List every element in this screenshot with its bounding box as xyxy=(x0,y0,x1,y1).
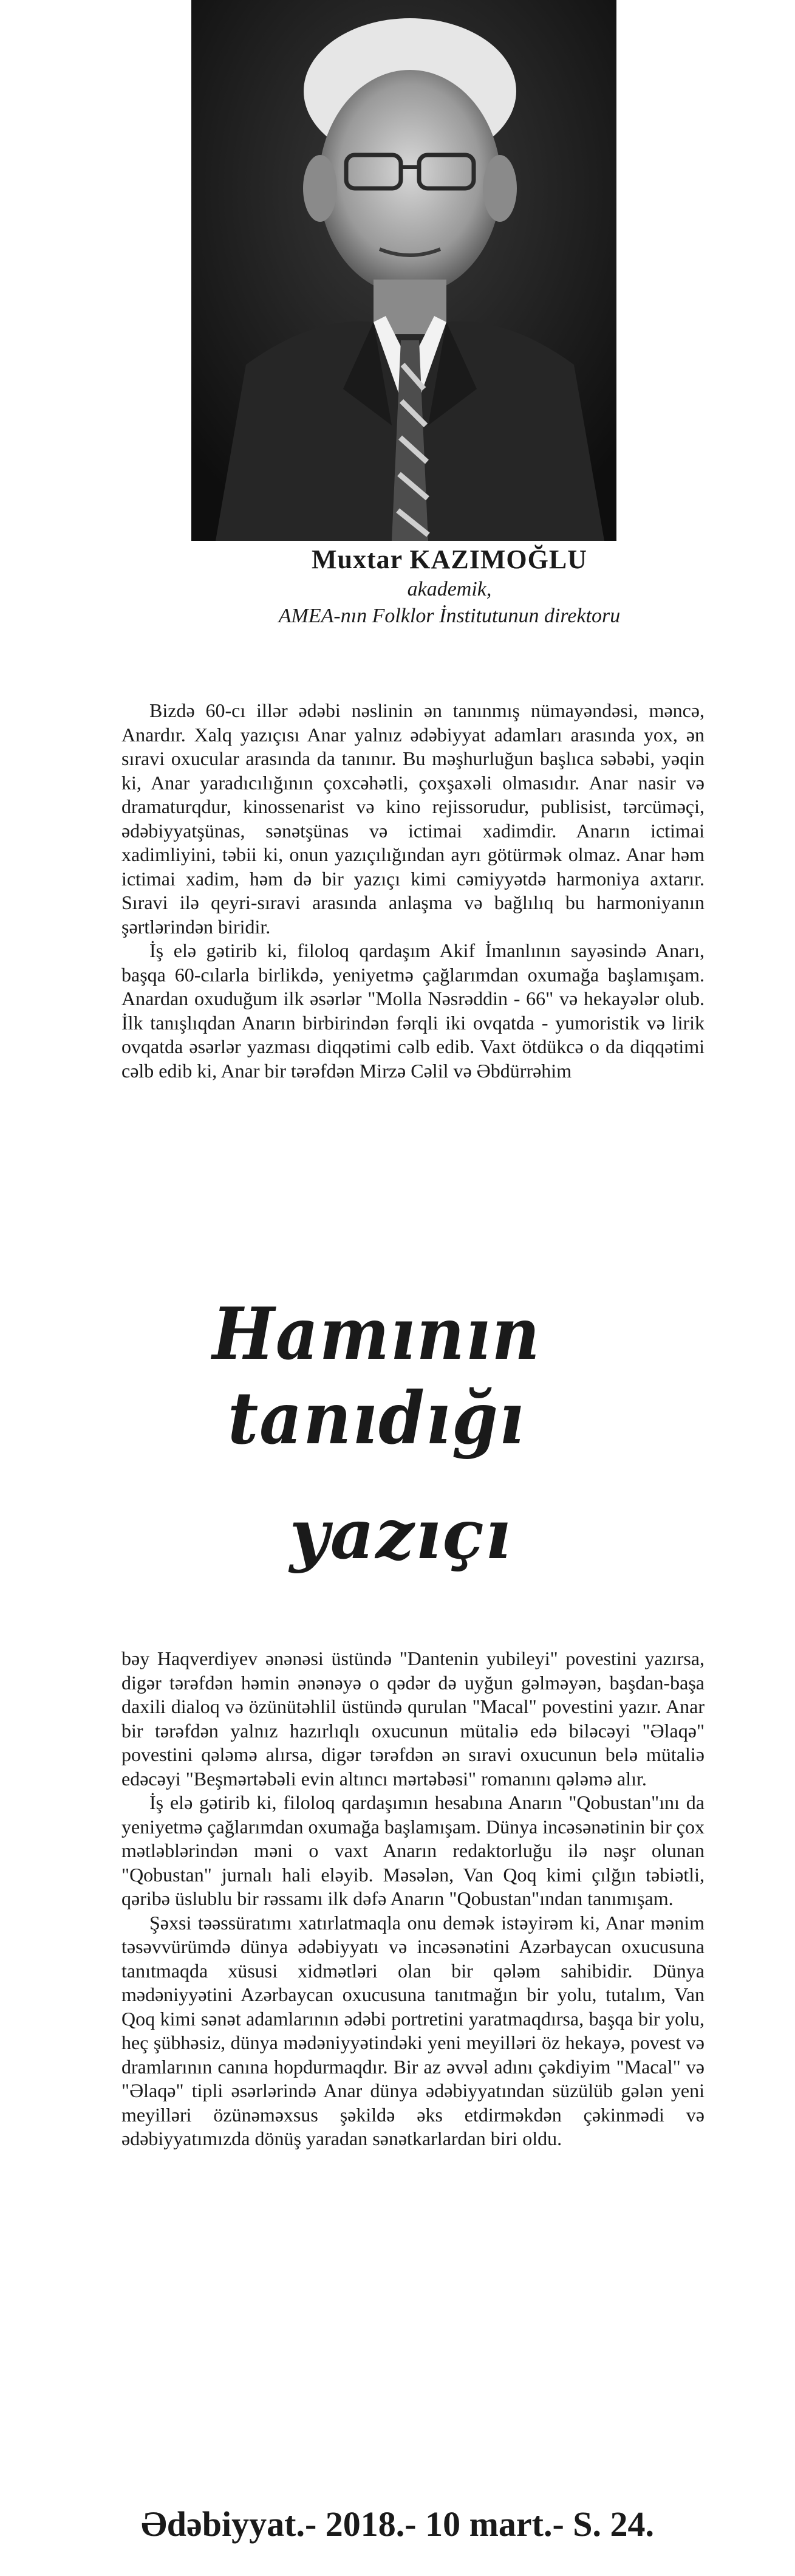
author-position: AMEA-nın Folklor İnstitutunun direktoru xyxy=(278,605,621,627)
paragraph: İş elə gətirib ki, filoloq qardaşımın hesabına Anarın "Qobustan"ını da yeniyetmə çağlarımdan oxumağa başlamışam. Dünya incəsənətinin bir çox mətləblərindən məni o vaxt Anarın redaktorluğu ilə nəşr olunan "Qobustan" jurnalı hali eləyib. Məsələn, Van Qoq kimi çılğın təbiətli, qəribə üslublu bir rəssamı ilk dəfə Anarın "Qobustan"ından tanımışam. xyxy=(121,1791,705,1909)
paragraph: İş elə gətirib ki, filoloq qardaşım Akif İmanlının sayəsində Anarı, başqa 60-cılarla birlikdə, yeniyetmə çağlarımdan oxumağa başlamışam. Anardan oxuduğum ilk əsərlər "Molla Nəsrəddin - 66" və hekayələr olub. İlk tanışlıqdan Anarın birbirindən fərqli iki ovqatda - yumoristik və lirik ovqatda əsərlər yazması diqqətimi cəlb edib. Vaxt ötdükcə o da diqqətimi cəlb edib ki, Anar bir tərəfdən Mirzə Cəlil və Əbdürrəhim xyxy=(121,939,705,1082)
paragraph: bəy Haqverdiyev ənənəsi üstündə "Dantenin yubileyi" povestini yazırsa, digər tərəfdən həmin ənənəyə o qədər də uyğun gəlməyən, başdan-başa daxili dialoq və özünütəhlil üstündə qurulan "Macal" povestini yazır. Anar bir tərəfdən yalnız hazırlıqlı oxucunun mütaliə edə biləcəyi "Əlaqə" povestini qələmə alırsa, digər tərəfdən ən sıravi oxucunun belə mütaliə edəcəyi "Beşmərtəbəli evin altıncı mərtəbəsi" romanını qələmə alır. xyxy=(121,1647,705,1790)
article-text-block-1 xyxy=(121,699,705,1083)
author-name: Muxtar KAZIMOĞLU xyxy=(312,544,587,574)
headline-line-1: Hamının tanıdığı xyxy=(212,1291,541,1460)
headline-line-2: yazıçı xyxy=(289,1495,513,1575)
author-title: akademik, xyxy=(407,578,492,600)
article-text-block-2 xyxy=(121,1647,705,2151)
paragraph: Şəxsi təəssüratımı xatırlatmaqla onu demək istəyirəm ki, Anar mənim təsəvvürümdə dünya ədəbiyyatı və incəsənətini Azərbaycan oxucusuna tanıtmaqda xüsusi xidmətləri olan bir qələm sahibidir. Dünya mədəniyyətini Azərbaycan oxucusuna tanıtmağın bir yolu, tutalım, Van Qoq kimi sənət adamlarının ədəbi portretini yaratmaqdırsa, başqa bir yolu, heç şübhəsiz, dünya mədəniyyətindəki yeni meyilləri öz hekayə, povest və dramlarının canına hopdurmaqdır. Bir az əvvəl adını çəkdiyim "Macal" və "Əlaqə" tipli əsərlərində Anar dünya ədəbiyyatından süzülüb gələn yeni meyilləri özünəməxsus şəkildə əks etdirməkdən çəkinmədi və ədəbiyyatımızda dönüş yaradan sənətkarlardan biri oldu. xyxy=(121,1911,705,2149)
author-portrait-illustration xyxy=(191,0,616,541)
author-photo xyxy=(191,0,616,541)
source-citation: Ədəbiyyat.- 2018.- 10 mart.- S. 24. xyxy=(140,2504,655,2544)
author-role xyxy=(237,576,662,630)
paragraph: Bizdə 60-cı illər ədəbi nəslinin ən tanınmış nümayəndəsi, məncə, Anardır. Xalq yazıçısı Anar yalnız ədəbiyyat adamları arasında yox, ən sıravi oxucular arasında da tanınır. Bu məşhurluğun başlıca səbəbi, yəqin ki, Anar yaradıcılığının çoxcəhətli, çoxşaxəli olmasıdır. Anar nasir və dramaturqdur, kinossenarist və kino rejissorudur, publisist, tərcüməçi, ədəbiyyatşünas, sənətşünas və ictimai xadimdir. Anarın ictimai xadimliyini, təbii ki, onun yazıçılığından ayrı götürmək olmaz. Anar həm ictimai xadim, həm də bir yazıçı kimi cəmiyyətdə harmoniya axtarır. Sıravi ilə qeyri-sıravi arasında anlaşma və bağlılıq bu harmoniyanın şərtlərindən biridir. xyxy=(121,699,705,938)
